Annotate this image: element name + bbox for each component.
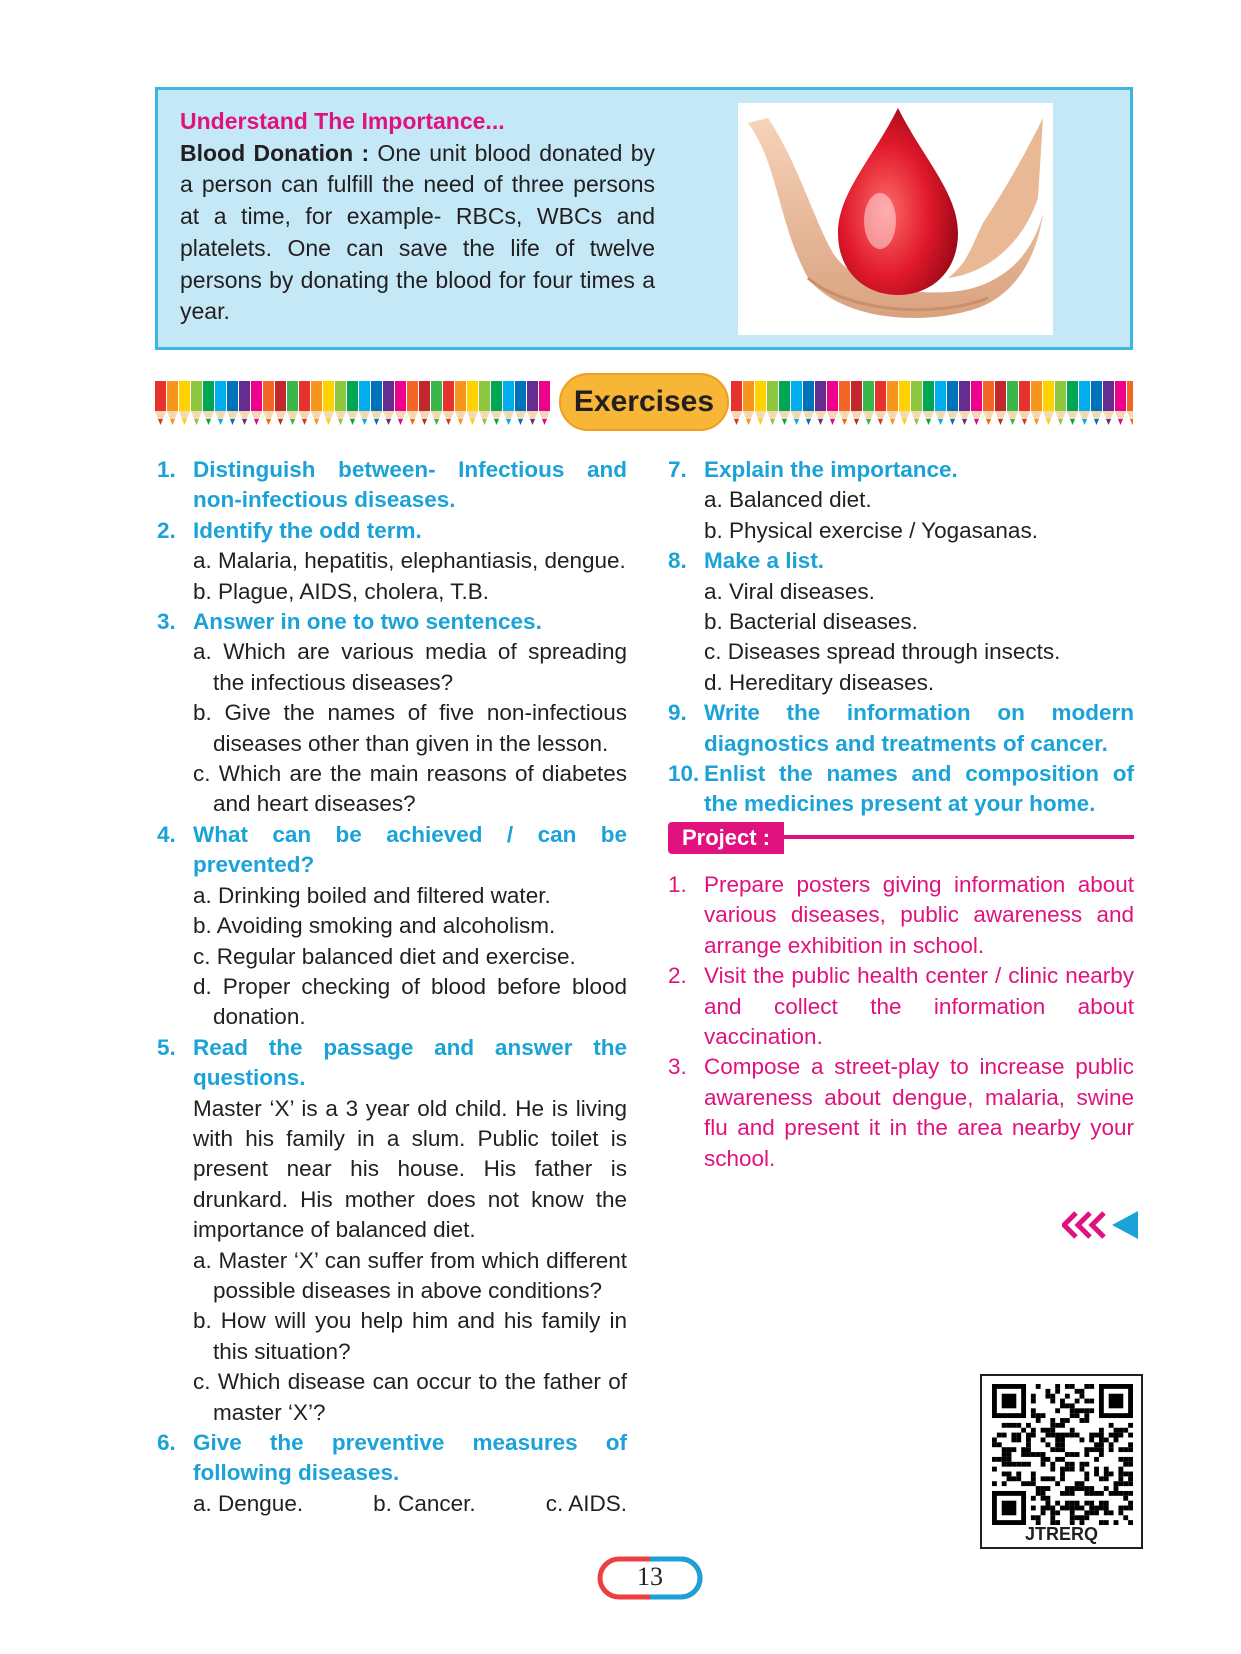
question-text: Give the preventive measures of following diseases. [193, 1430, 627, 1486]
qr-label: JTRERQ [1024, 1524, 1098, 1544]
project-header [668, 822, 1134, 858]
question-number: 10. [668, 761, 700, 787]
question-number: 7. [668, 457, 687, 482]
option: b. How will you help him and his family in this situation? [193, 1308, 627, 1364]
project-item [668, 961, 1134, 1052]
question-number: 5. [157, 1034, 176, 1060]
exercises-title: Exercises [559, 373, 729, 431]
info-lead: Blood Donation : [180, 139, 370, 166]
question-text: Read the passage and answer the questions. [193, 1034, 627, 1091]
option: a. Malaria, hepatitis, elephantiasis, dengue. [193, 548, 626, 574]
project-item [668, 1052, 1134, 1174]
page-number: 13 [637, 1562, 663, 1591]
question-5 [157, 1033, 627, 1094]
question-number: 4. [157, 821, 176, 847]
option: c. Which are the main reasons of diabetes and heart diseases? [193, 761, 627, 817]
question-number: 3. [157, 609, 176, 635]
info-box [155, 87, 1133, 350]
question-text: Answer in one to two sentences. [193, 609, 542, 635]
option-row [157, 1489, 627, 1519]
question-7 [668, 455, 1134, 485]
option: b. Physical exercise / Yogasanas. [704, 517, 1038, 543]
option: b. Bacterial diseases. [704, 609, 918, 635]
option: a. Viral diseases. [704, 578, 875, 604]
exercises-banner [155, 381, 1133, 429]
question-text: Write the information on modern diagnostics and treatments of cancer. [704, 700, 1134, 756]
project-divider [778, 835, 1134, 839]
right-column [668, 455, 1134, 1174]
info-body: One unit blood donated by a person can fulfill the need of three persons at a time, for example- RBCs, WBCs and platelets. One can save the life of twelve persons by donating the blood for four times a year. [180, 139, 655, 325]
option: c. Which disease can occur to the father of master ‘X’? [193, 1369, 627, 1425]
question-number: 8. [668, 548, 687, 574]
question-text: Enlist the names and composition of the medicines present at your home. [704, 761, 1134, 817]
question-1 [157, 455, 627, 516]
option: a. Which are various media of spreading the infectious diseases? [193, 639, 627, 695]
qr-code-icon [992, 1384, 1133, 1525]
option: a. Master ‘X’ can suffer from which different possible diseases in above conditions? [193, 1247, 627, 1303]
option: b. Cancer. [373, 1490, 476, 1516]
option: c. Regular balanced diet and exercise. [193, 943, 576, 969]
option: a. Balanced diet. [704, 487, 872, 513]
question-3 [157, 607, 627, 637]
question-10 [668, 759, 1134, 820]
question-8 [668, 546, 1134, 576]
project-number: 2. [668, 963, 687, 989]
passage: Master ‘X’ is a 3 year old child. He is living with his family in a slum. Public toilet is present near his house. His father is drunkard. His mother does not know the importance of balanced diet. [193, 1095, 627, 1243]
option: a. Dengue. [193, 1490, 304, 1516]
project-text: Compose a street-play to increase public awareness about dengue, malaria, swine flu and present it in the area nearby your school. [704, 1054, 1134, 1171]
project-number: 1. [668, 871, 687, 897]
option: b. Plague, AIDS, cholera, T.B. [193, 578, 490, 604]
project-text: Prepare posters giving information about various diseases, public awareness and arrange exhibition in school. [704, 871, 1134, 958]
option: b. Give the names of five non-infectious diseases other than given in the lesson. [193, 700, 627, 756]
page-number-badge [597, 1556, 703, 1600]
question-text: What can be achieved / can be prevented? [193, 821, 627, 878]
option: d. Hereditary diseases. [704, 669, 935, 695]
question-9 [668, 698, 1134, 759]
qr-code[interactable] [980, 1374, 1143, 1549]
question-number: 1. [157, 457, 176, 482]
question-2 [157, 516, 627, 546]
question-text: Identify the odd term. [193, 517, 422, 543]
info-text [180, 106, 655, 328]
question-6 [157, 1428, 627, 1489]
option: a. Drinking boiled and filtered water. [193, 882, 551, 908]
question-number: 9. [668, 700, 687, 726]
question-number: 2. [157, 517, 176, 543]
project-text: Visit the public health center / clinic nearby and collect the information about vaccination. [704, 963, 1134, 1049]
back-arrows-icon [1062, 1209, 1142, 1241]
left-column [157, 455, 627, 1519]
project-label: Project : [668, 822, 784, 854]
option: b. Avoiding smoking and alcoholism. [193, 913, 556, 939]
blood-drop-hands-image [738, 103, 1053, 335]
option: c. Diseases spread through insects. [704, 639, 1061, 665]
project-number: 3. [668, 1054, 687, 1080]
option: c. AIDS. [545, 1490, 627, 1516]
question-number: 6. [157, 1430, 176, 1455]
question-text: Explain the importance. [704, 457, 958, 482]
option: d. Proper checking of blood before blood donation. [193, 973, 627, 1030]
project-item [668, 870, 1134, 961]
question-text: Distinguish between- Infectious and non-infectious diseases. [193, 457, 627, 513]
info-heading: Understand The Importance... [180, 108, 505, 134]
question-text: Make a list. [704, 548, 825, 574]
question-4 [157, 820, 627, 881]
